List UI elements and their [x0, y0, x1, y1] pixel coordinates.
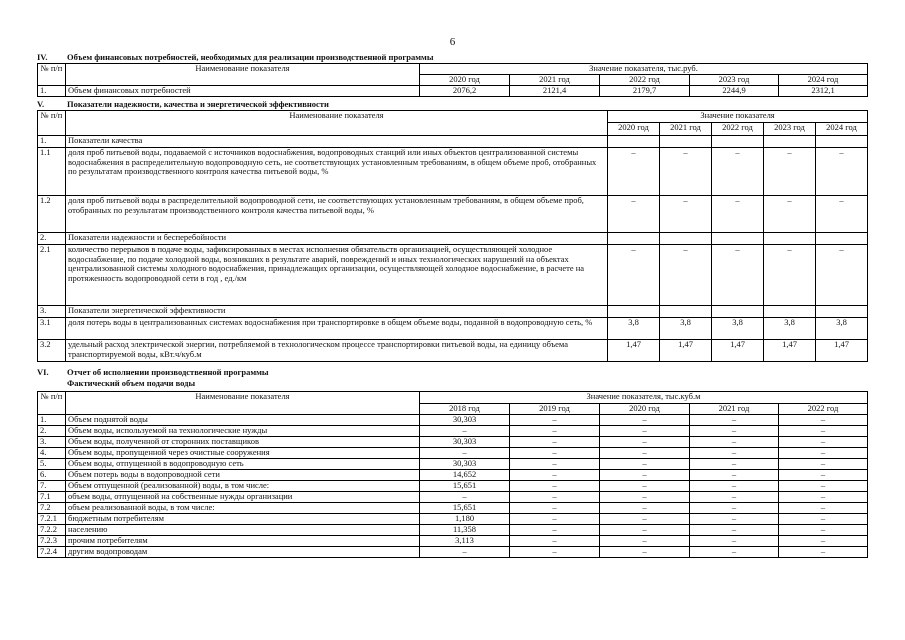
col-header-value: Значение показателя — [608, 111, 868, 123]
row-value — [764, 136, 816, 148]
row-number: 7.2.3 — [38, 536, 66, 547]
row-value: 30,303 — [420, 459, 510, 470]
table-row — [38, 503, 868, 514]
table-row — [38, 536, 868, 547]
table-row — [38, 481, 868, 492]
financial-needs-table — [37, 63, 868, 97]
row-value: 1,180 — [420, 514, 510, 525]
row-value: – — [690, 547, 779, 558]
row-value — [660, 306, 712, 318]
row-value — [764, 306, 816, 318]
row-number: 4. — [38, 448, 66, 459]
table-row — [38, 426, 868, 437]
row-name: прочим потребителям — [66, 536, 420, 547]
row-value: – — [764, 148, 816, 196]
row-value: – — [690, 536, 779, 547]
row-value: – — [510, 459, 600, 470]
table-row — [38, 492, 868, 503]
row-value — [712, 233, 764, 245]
row-value: – — [779, 525, 868, 536]
year-header: 2021 год — [660, 123, 712, 136]
row-value: 30,303 — [420, 437, 510, 448]
row-name: объем реализованной воды, в том числе: — [66, 503, 420, 514]
row-value — [608, 233, 660, 245]
row-value: 2179,7 — [600, 86, 690, 97]
year-header: 2021 год — [690, 404, 779, 415]
row-number: 3.1 — [38, 318, 66, 340]
row-number: 7.2 — [38, 503, 66, 514]
section-6-title — [37, 368, 867, 378]
row-value: – — [510, 426, 600, 437]
row-value: 1,47 — [712, 340, 764, 362]
row-value: – — [816, 196, 868, 233]
row-number: 7.2.4 — [38, 547, 66, 558]
row-value: – — [690, 415, 779, 426]
row-value: – — [660, 196, 712, 233]
row-name: объем воды, отпущенной на собственные нужды организации — [66, 492, 420, 503]
row-value: – — [779, 503, 868, 514]
row-name: Объем потерь воды в водопроводной сети — [66, 470, 420, 481]
row-value: – — [690, 426, 779, 437]
row-value — [608, 306, 660, 318]
row-value: – — [510, 536, 600, 547]
row-value: 3,8 — [608, 318, 660, 340]
row-value — [816, 136, 868, 148]
row-value: – — [779, 437, 868, 448]
row-value: – — [779, 459, 868, 470]
row-value: – — [510, 470, 600, 481]
row-value: – — [779, 492, 868, 503]
row-value: – — [600, 459, 690, 470]
row-value: – — [690, 514, 779, 525]
row-value: – — [600, 525, 690, 536]
section-5-number: V. — [37, 99, 45, 109]
row-value: – — [690, 437, 779, 448]
row-value: – — [690, 470, 779, 481]
row-value — [660, 233, 712, 245]
col-header-name: Наименование показателя — [66, 392, 420, 415]
row-value: – — [420, 492, 510, 503]
col-header-name: Наименование показателя — [66, 111, 608, 136]
year-header: 2020 год — [600, 404, 690, 415]
row-value — [816, 306, 868, 318]
table-row — [38, 148, 868, 196]
row-value: 15,651 — [420, 503, 510, 514]
row-value: 1,47 — [816, 340, 868, 362]
row-value: 2121,4 — [510, 86, 600, 97]
row-name: Показатели качества — [66, 136, 608, 148]
row-value — [608, 136, 660, 148]
row-value: 1,47 — [764, 340, 816, 362]
row-value: – — [608, 148, 660, 196]
col-header-no: № п/п — [38, 111, 66, 136]
table-row — [38, 547, 868, 558]
row-value: – — [600, 547, 690, 558]
row-name: доля проб питьевой воды, подаваемой с источников водоснабжения, водопроводных станций или иных объектов централизованной системы водоснабжения в распределительную водопроводную сеть, не соответствующих установленным требованиям, в общем объеме проб, отобранных по результатам производственного контроля качества питьевой воды, % — [66, 148, 608, 196]
table-row — [38, 437, 868, 448]
row-number: 5. — [38, 459, 66, 470]
row-value: 2076,2 — [420, 86, 510, 97]
row-number: 1. — [38, 136, 66, 148]
page-number: 6 — [449, 36, 456, 48]
year-header: 2022 год — [600, 75, 690, 86]
row-number: 3.2 — [38, 340, 66, 362]
year-header: 2022 год — [779, 404, 868, 415]
row-value: – — [690, 503, 779, 514]
row-value: – — [779, 514, 868, 525]
row-value: – — [608, 245, 660, 306]
reliability-indicators-table — [37, 110, 868, 362]
table-row — [38, 136, 868, 148]
row-value: – — [510, 492, 600, 503]
col-header-no: № п/п — [38, 392, 66, 415]
row-value: – — [690, 481, 779, 492]
row-value: – — [779, 481, 868, 492]
table-row — [38, 306, 868, 318]
row-value: – — [779, 547, 868, 558]
row-value: – — [600, 448, 690, 459]
row-value — [816, 233, 868, 245]
row-value: – — [779, 448, 868, 459]
table-row — [38, 196, 868, 233]
row-value: – — [816, 148, 868, 196]
year-header: 2021 год — [510, 75, 600, 86]
row-value: 1,47 — [608, 340, 660, 362]
row-value: – — [600, 503, 690, 514]
row-name: Объем воды, отпущенной в водопроводную сеть — [66, 459, 420, 470]
section-4-heading: Объем финансовых потребностей, необходимых для реализации производственной программы — [67, 52, 434, 62]
section-6-subtitle: Фактический объем подачи воды — [67, 378, 196, 388]
row-value: 1,47 — [660, 340, 712, 362]
year-header: 2022 год — [712, 123, 764, 136]
year-header: 2024 год — [816, 123, 868, 136]
water-supply-table — [37, 391, 868, 558]
col-header-value: Значение показателя, тыс.руб. — [420, 64, 868, 75]
row-name: бюджетным потребителям — [66, 514, 420, 525]
row-value: – — [712, 148, 764, 196]
water-supply-rows — [38, 415, 868, 558]
row-name: Объем отпущенной (реализованной) воды, в том числе: — [66, 481, 420, 492]
section-4-number: IV. — [37, 52, 48, 62]
table-row — [38, 459, 868, 470]
row-value: – — [764, 245, 816, 306]
section-4-title — [37, 53, 867, 63]
row-name: Объем воды, пропущенной через очистные сооружения — [66, 448, 420, 459]
year-header: 2023 год — [764, 123, 816, 136]
row-value: – — [690, 459, 779, 470]
row-value: – — [608, 196, 660, 233]
row-value: – — [600, 514, 690, 525]
row-number: 1.1 — [38, 148, 66, 196]
row-name: Показатели надежности и бесперебойности — [66, 233, 608, 245]
row-value: – — [510, 525, 600, 536]
row-number: 1. — [38, 415, 66, 426]
row-value: – — [600, 415, 690, 426]
row-value: – — [510, 448, 600, 459]
row-value: 3,8 — [712, 318, 764, 340]
row-number: 6. — [38, 470, 66, 481]
row-value: – — [420, 426, 510, 437]
row-number: 7. — [38, 481, 66, 492]
row-number: 7.2.1 — [38, 514, 66, 525]
row-value: – — [600, 492, 690, 503]
table-row — [38, 470, 868, 481]
row-value: – — [510, 514, 600, 525]
table-row — [38, 448, 868, 459]
table-row — [38, 245, 868, 306]
year-header: 2020 год — [608, 123, 660, 136]
col-header-no: № п/п — [38, 64, 66, 86]
row-name: доля проб питьевой воды в распределительной водопроводной сети, не соответствующих установленным требованиям, в общем объеме проб, отобранных по результатам производственного контроля качества питьевой воды, % — [66, 196, 608, 233]
table-row — [38, 340, 868, 362]
row-value: – — [712, 245, 764, 306]
row-value — [712, 136, 764, 148]
table-row — [38, 525, 868, 536]
row-number: 3. — [38, 437, 66, 448]
col-header-value: Значение показателя, тыс.куб.м — [420, 392, 868, 404]
row-value: – — [779, 415, 868, 426]
row-name: населению — [66, 525, 420, 536]
row-value: 14,652 — [420, 470, 510, 481]
row-value: 3,8 — [764, 318, 816, 340]
row-number: 2.1 — [38, 245, 66, 306]
table-row — [38, 233, 868, 245]
row-value: – — [712, 196, 764, 233]
row-number: 7.1 — [38, 492, 66, 503]
reliability-rows — [38, 136, 868, 362]
table-row — [38, 86, 868, 97]
row-value: – — [690, 525, 779, 536]
row-name: Объем воды, используемой на технологические нужды — [66, 426, 420, 437]
row-name: другим водопроводам — [66, 547, 420, 558]
row-name: доля потерь воды в централизованных системах водоснабжения при транспортировке в общем объеме воды, поданной в водопроводную сеть, % — [66, 318, 608, 340]
row-value: – — [690, 492, 779, 503]
row-number: 1. — [38, 86, 66, 97]
row-number: 1.2 — [38, 196, 66, 233]
table-row — [38, 514, 868, 525]
row-name: Объем финансовых потребностей — [66, 86, 420, 97]
row-value: – — [600, 437, 690, 448]
row-value: – — [764, 196, 816, 233]
section-5-heading: Показатели надежности, качества и энергетической эффективности — [67, 99, 329, 109]
year-header: 2019 год — [510, 404, 600, 415]
row-number: 2. — [38, 233, 66, 245]
row-value: 2312,1 — [779, 86, 868, 97]
row-number: 2. — [38, 426, 66, 437]
row-name: Объем поднятой воды — [66, 415, 420, 426]
year-header: 2024 год — [779, 75, 868, 86]
row-value: – — [600, 536, 690, 547]
row-value: – — [779, 470, 868, 481]
row-value: 11,358 — [420, 525, 510, 536]
row-value: 3,8 — [816, 318, 868, 340]
row-value: – — [779, 536, 868, 547]
section-5-title — [37, 100, 867, 110]
year-header: 2018 год — [420, 404, 510, 415]
row-name: удельный расход электрической энергии, потребляемой в технологическом процессе транспортировки питьевой воды, на единицу объема транспортируемой воды, кВт.ч/куб.м — [66, 340, 608, 362]
row-value: – — [600, 470, 690, 481]
row-name: Объем воды, полученной от сторонних поставщиков — [66, 437, 420, 448]
row-value: – — [779, 426, 868, 437]
row-value — [660, 136, 712, 148]
row-value: – — [510, 415, 600, 426]
year-header: 2020 год — [420, 75, 510, 86]
table-row — [38, 415, 868, 426]
row-name: количество перерывов в подаче воды, зафиксированных в местах исполнения обязательств организацией, осуществляющей холодное водоснабжение, по подаче холодной воды, возникших в результате аварий, повреждений и иных технологических нарушений на объектах централизованной системы холодного водоснабжения, принадлежащих организации, осуществляющей холодное водоснабжение, в расчете на протяженность водопроводной сети в год , ед./км — [66, 245, 608, 306]
row-value: – — [690, 448, 779, 459]
row-value: 2244,9 — [690, 86, 779, 97]
section-6-number: VI. — [37, 367, 49, 377]
row-number: 7.2.2 — [38, 525, 66, 536]
row-value: 3,113 — [420, 536, 510, 547]
row-value: – — [816, 245, 868, 306]
table-row — [38, 318, 868, 340]
row-value: – — [420, 547, 510, 558]
row-value: 30,303 — [420, 415, 510, 426]
row-value: – — [510, 547, 600, 558]
row-value: – — [510, 503, 600, 514]
row-value: – — [660, 245, 712, 306]
row-value: – — [660, 148, 712, 196]
row-number: 3. — [38, 306, 66, 318]
row-value: 15,651 — [420, 481, 510, 492]
row-value: – — [600, 426, 690, 437]
section-6-heading: Отчет об исполнении производственной программы — [67, 367, 269, 377]
row-value — [712, 306, 764, 318]
col-header-name: Наименование показателя — [66, 64, 420, 86]
row-value — [764, 233, 816, 245]
row-value: – — [420, 448, 510, 459]
row-value: – — [510, 437, 600, 448]
row-value: – — [600, 481, 690, 492]
year-header: 2023 год — [690, 75, 779, 86]
row-value: 3,8 — [660, 318, 712, 340]
row-value: – — [510, 481, 600, 492]
row-name: Показатели энергетической эффективности — [66, 306, 608, 318]
